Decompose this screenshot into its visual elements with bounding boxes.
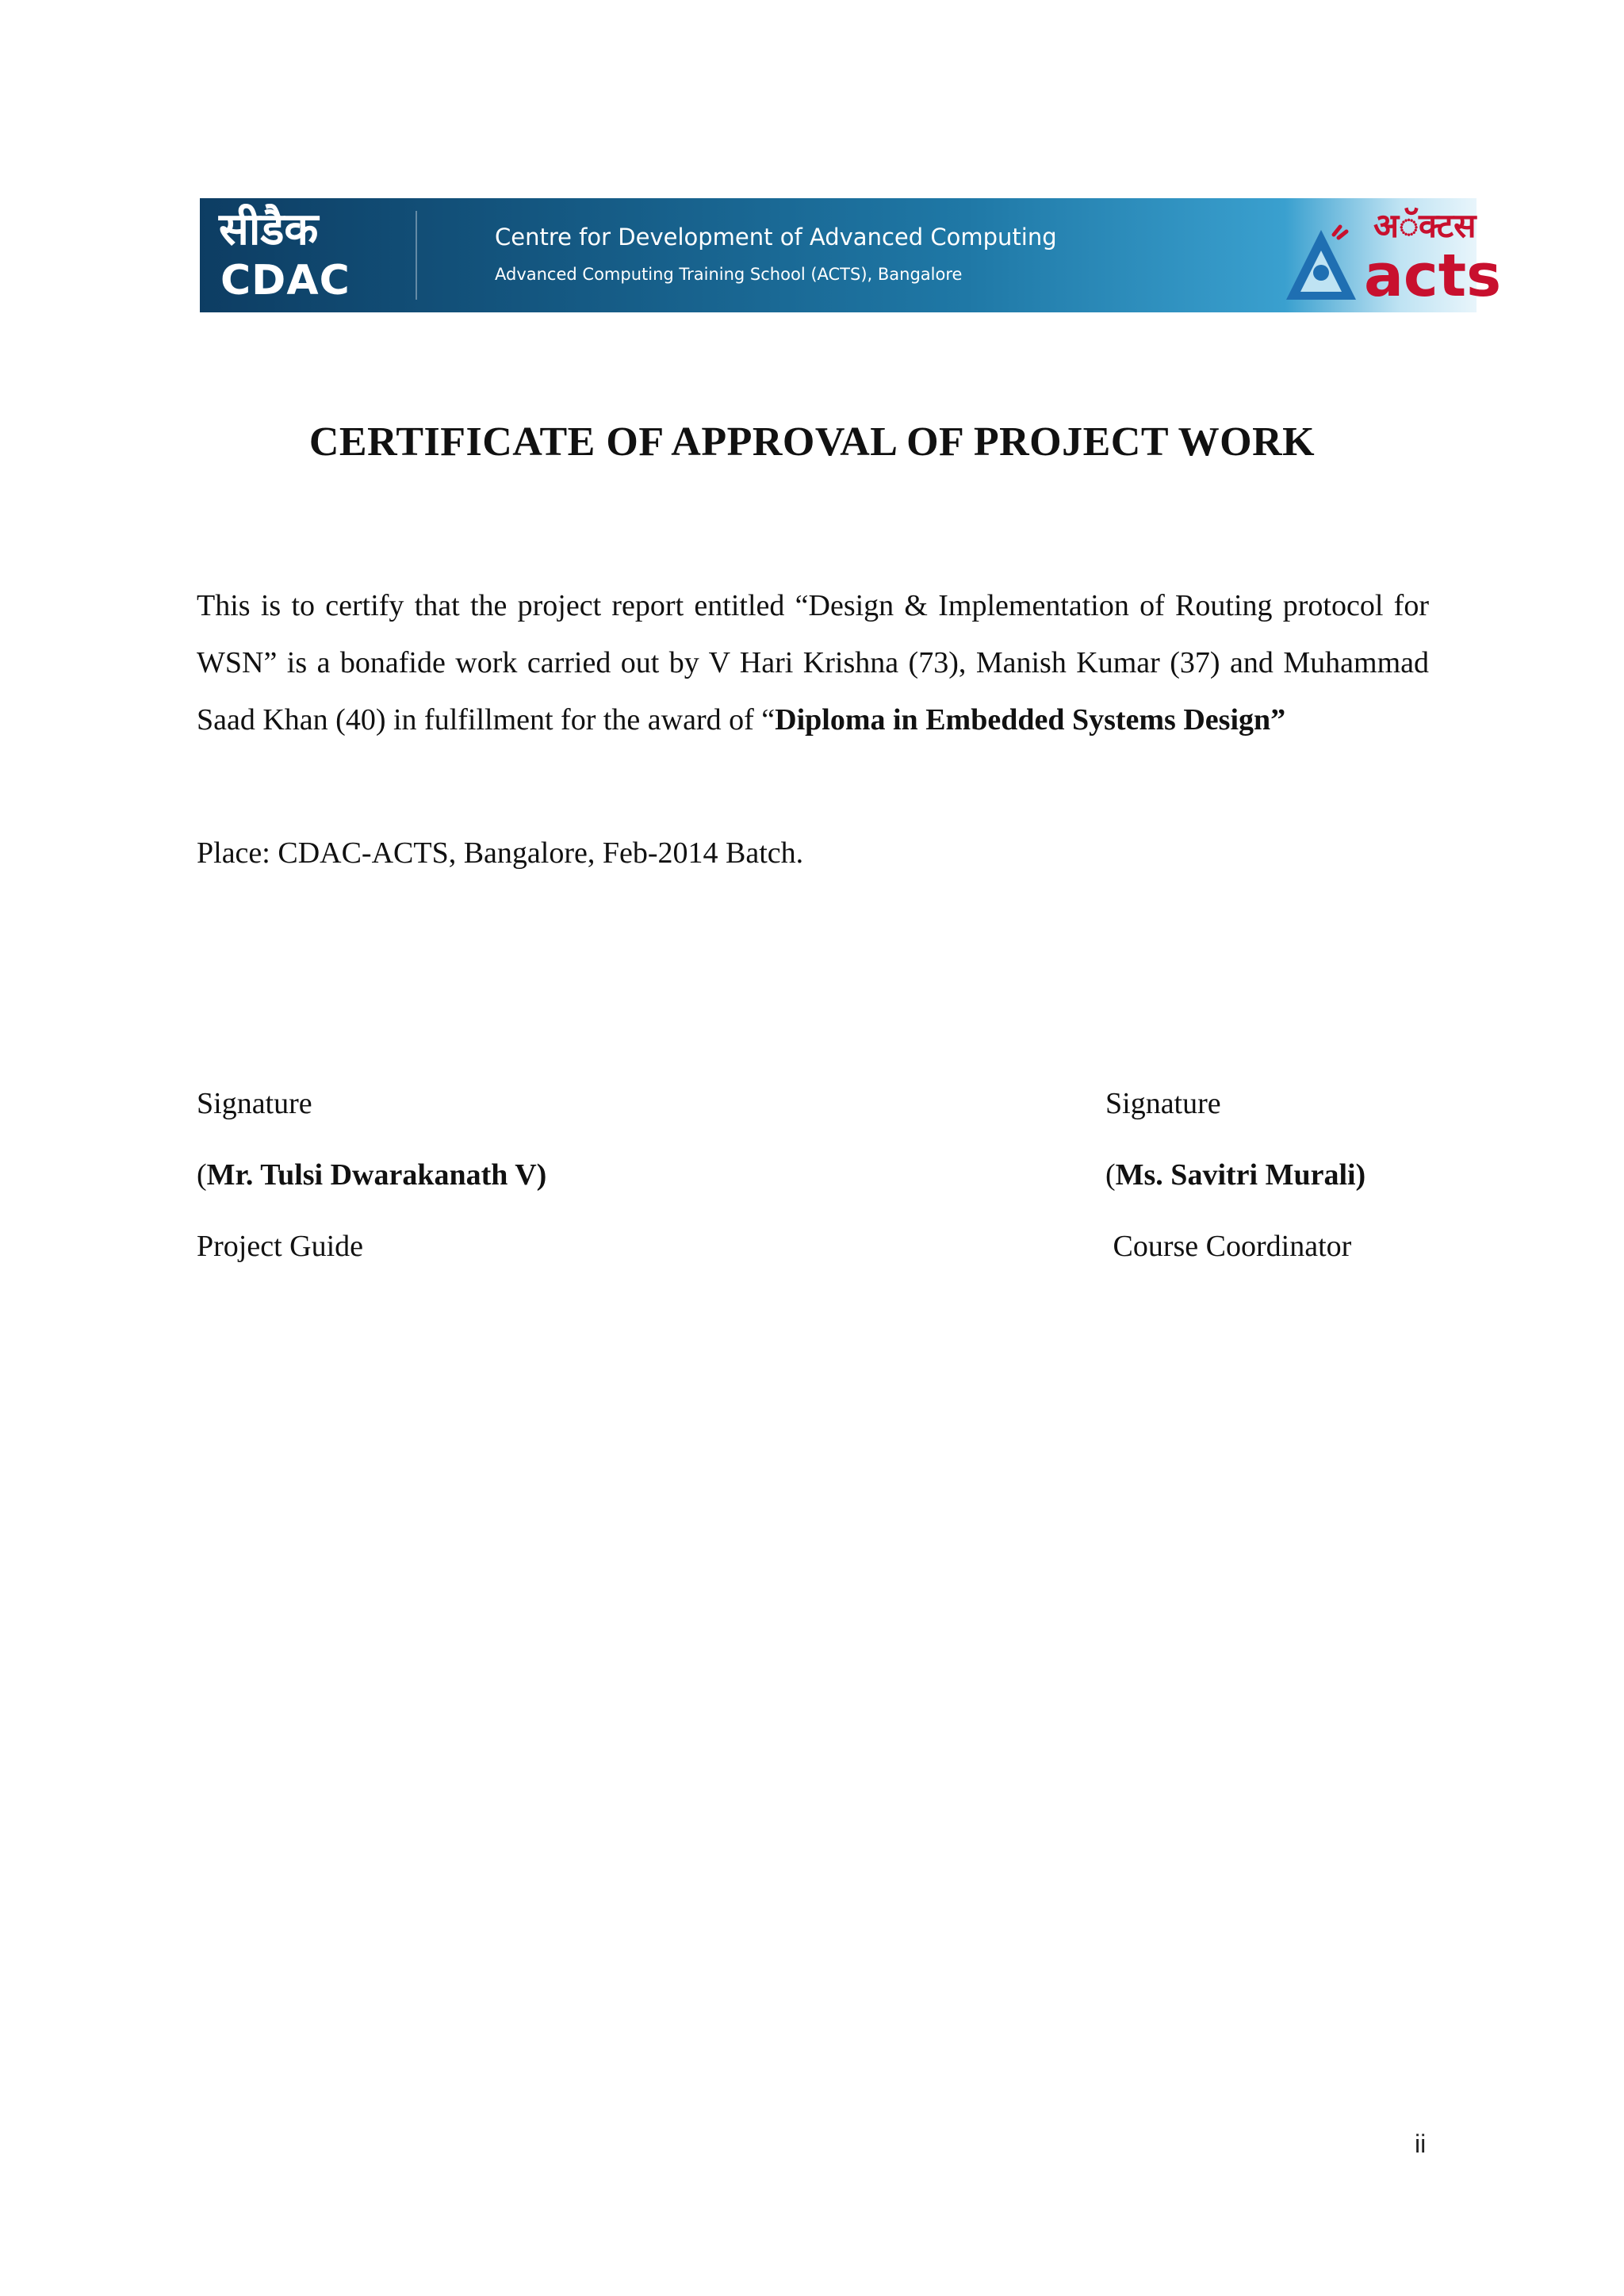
award-name: Diploma in Embedded Systems Design” — [775, 703, 1286, 737]
signature-label: Signature — [197, 1087, 312, 1120]
acts-emblem-icon — [1283, 227, 1359, 303]
header-banner — [200, 198, 1502, 312]
place-line: Place: CDAC-ACTS, Bangalore, Feb-2014 Batch. — [197, 836, 804, 870]
banner-title: Centre for Development of Advanced Computing — [495, 224, 1057, 251]
page-number: ii — [1415, 2130, 1427, 2158]
acts-logo: acts — [1364, 242, 1502, 310]
signature-label: Signature — [1105, 1087, 1221, 1120]
page-title: CERTIFICATE OF APPROVAL OF PROJECT WORK — [308, 419, 1316, 465]
cdac-hindi-logo-text: सीडैक — [219, 204, 319, 255]
certificate-statement — [197, 577, 1429, 748]
signatory-role: Project Guide — [197, 1230, 364, 1263]
signatory-role: Course Coordinator — [1105, 1230, 1352, 1263]
cdac-logo: CDAC — [220, 257, 350, 304]
banner-subtitle: Advanced Computing Training School (ACTS), Bangalore — [495, 265, 963, 284]
signatory-name: (Mr. Tulsi Dwarakanath V) — [197, 1158, 547, 1192]
certificate-intro: This is to certify that the project report entitled “Design & Implementation of Routing protocol for WSN” is a bonafide work carried out by V Hari Krishna (73), Manish Kumar (37) and Muhammad Saad Khan (40) in fulfillment for the award of “ — [197, 589, 1429, 737]
banner-divider — [416, 211, 417, 300]
acts-hindi-logo-text: अॅक्टस — [1373, 206, 1477, 245]
signatory-name: (Ms. Savitri Murali) — [1105, 1158, 1366, 1192]
